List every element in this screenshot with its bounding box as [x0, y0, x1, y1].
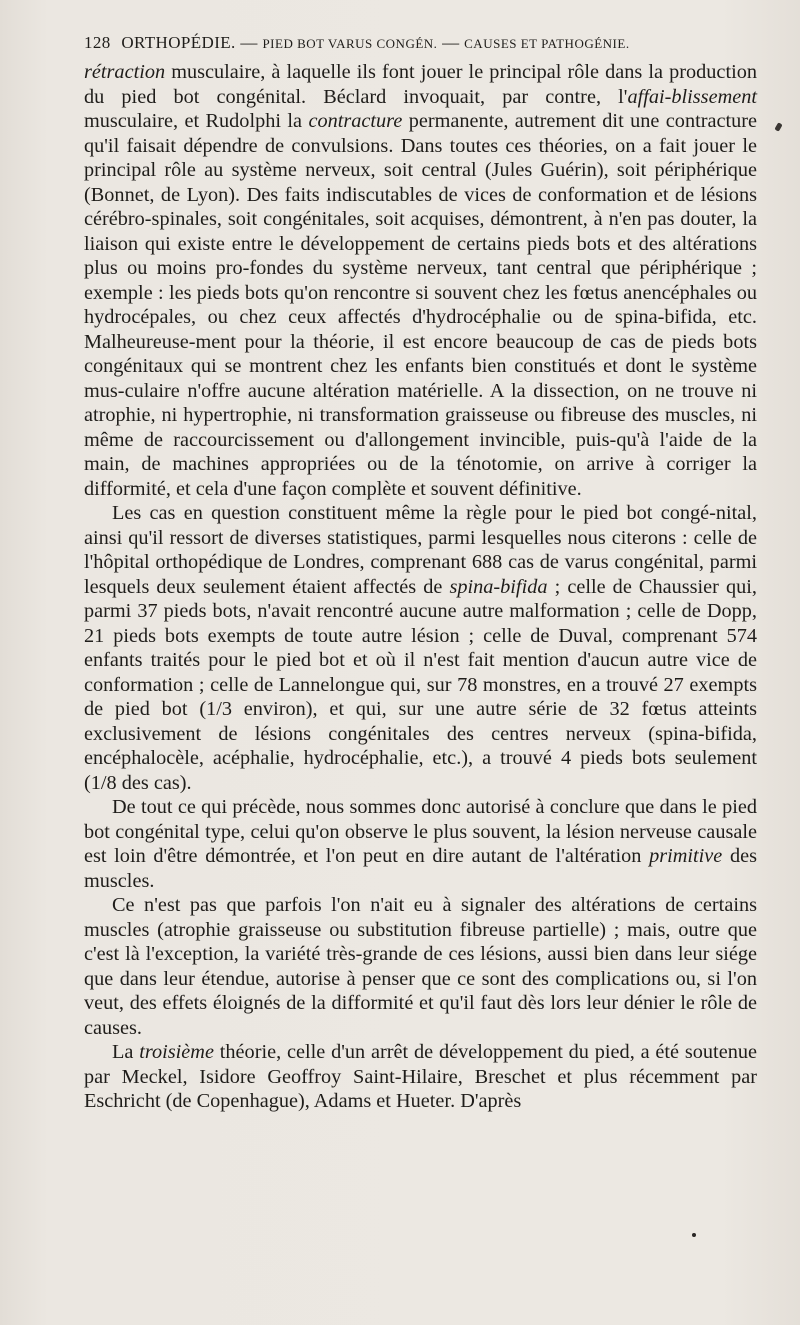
text-run: des muscles. — [84, 845, 757, 892]
paragraph — [84, 1040, 757, 1114]
text-run: La — [112, 1041, 140, 1063]
italic-text: contracture — [308, 110, 403, 132]
text-run: musculaire, à laquelle ils font jouer le principal rôle dans la production du pied bot congénital. Béclard invoquait, par contre, l' — [84, 61, 757, 108]
paragraph — [84, 501, 757, 795]
italic-text: troisième — [139, 1041, 214, 1063]
italic-text: spina-bifida — [449, 575, 548, 598]
text-run: ; celle de Chaussier qui, parmi 37 pieds bots, n'avait rencontré aucune autre malformation ; celle de Dopp, 21 pieds bots exempts de toute autre lésion ; celle de Duval, comprenant 574 enfants traités pour le pied bot et où il n'est fait mention d'aucun autre vice de conformation ; celle de Lannelongue qui, sur 78 monstres, en a trouvé 27 exempts de pied bot (1/3 environ), et qui, sur une autre série de 32 fœtus atteints exclusivement de lésions congénitales des centres nerveux (spina-bifida, encéphalocèle, acéphalie, hydrocéphalie, etc.), a trouvé 4 pieds bots seulement (1/8 des cas). — [84, 575, 757, 794]
italic-text: primitive — [649, 845, 723, 867]
paragraph — [84, 60, 757, 501]
page-number: 128 — [84, 33, 111, 52]
text-run: permanente, autrement dit une contracture qu'il faisait dépendre de convulsions. Dans toutes ces théories, on a fait jouer le principal rôle au système nerveux, soit central (Jules Guérin), soit périphérique (Bonnet, de Lyon). Des faits indiscutables de vices de conformation et de lésions cérébro-spinales, soit congénitales, soit acquises, démontrent, à n'en pas douter, la liaison qui existe entre le développement de certains pieds bots et des altérations plus ou moins pro-fondes du système nerveux, tant central que périphérique ; exemple : les pieds bots qu'on rencontre si souvent chez les fœtus anencéphales ou hydrocépales, ou chez ceux affectés d'hydrocéphalie ou de spina-bifida, etc. Malheureuse-ment pour la théorie, il est encore beaucoup de cas de pieds bots congénitaux qui se montrent chez les enfants bien constitués et dont le système mus-culaire n'offre aucune altération matérielle. A la dissection, on ne trouve ni atrophie, ni hypertrophie, ni transformation graisseuse ou fibreuse des muscles, ni même de raccourcissement ou d'allongement invincible, puis-qu'à l'aide de la main, de machines appropriées ou de la ténotomie, on arrive à corriger la difformité, et cela d'une façon complète et souvent définitive. — [84, 110, 758, 500]
page-body — [84, 60, 757, 1114]
italic-text: affai-blissement — [627, 85, 757, 108]
ink-dot — [692, 1233, 696, 1237]
text-run: Les cas en question constituent même la règle pour le pied bot congé-nital, ainsi qu'il ressort de diverses statistiques, parmi lesquelles nous citerons : celle de l'hôpital orthopédique de Londres, comprenant 688 cas de varus congénital, parmi lesquels deux seulement étaient affectés de — [84, 502, 757, 598]
text-run: De tout ce qui précède, nous sommes donc autorisé à conclure que dans le pied bot congénital type, celui qu'on observe le plus souvent, la lésion nerveuse causale est loin d'être démontrée, et l'on peut en dire autant de l'altération — [84, 796, 757, 867]
paragraph — [84, 795, 757, 893]
paragraph — [84, 893, 757, 1040]
margin-ink-mark — [774, 122, 782, 131]
header-separator: — — [442, 33, 460, 52]
header-title: ORTHOPÉDIE. — [121, 33, 236, 52]
header-subsection: CAUSES ET PATHOGÉNIE. — [464, 36, 630, 51]
running-header — [84, 33, 764, 53]
text-run: Ce n'est pas que parfois l'on n'ait eu à signaler des altérations de certains muscles (atrophie graisseuse ou substitution fibreuse partielle) ; mais, outre que c'est là l'exception, la variété très-grande de ces lésions, aussi bien dans leur siége que dans leur étendue, autorise à penser que ce sont des complications ou, si l'on veut, des effets éloignés de la difformité et qu'il faut dès lors leur dénier le rôle de causes. — [84, 894, 757, 1039]
header-section: PIED BOT VARUS CONGÉN. — [262, 36, 438, 51]
text-run: musculaire, et Rudolphi la — [84, 110, 309, 132]
text-run: théorie, celle d'un arrêt de développement du pied, a été soutenue par Meckel, Isidore Geoffroy Saint-Hilaire, Breschet et plus récemment par Eschricht (de Copenhague), Adams et Hueter. D'après — [84, 1041, 757, 1112]
italic-text: rétraction — [84, 61, 166, 83]
header-separator: — — [240, 33, 258, 52]
